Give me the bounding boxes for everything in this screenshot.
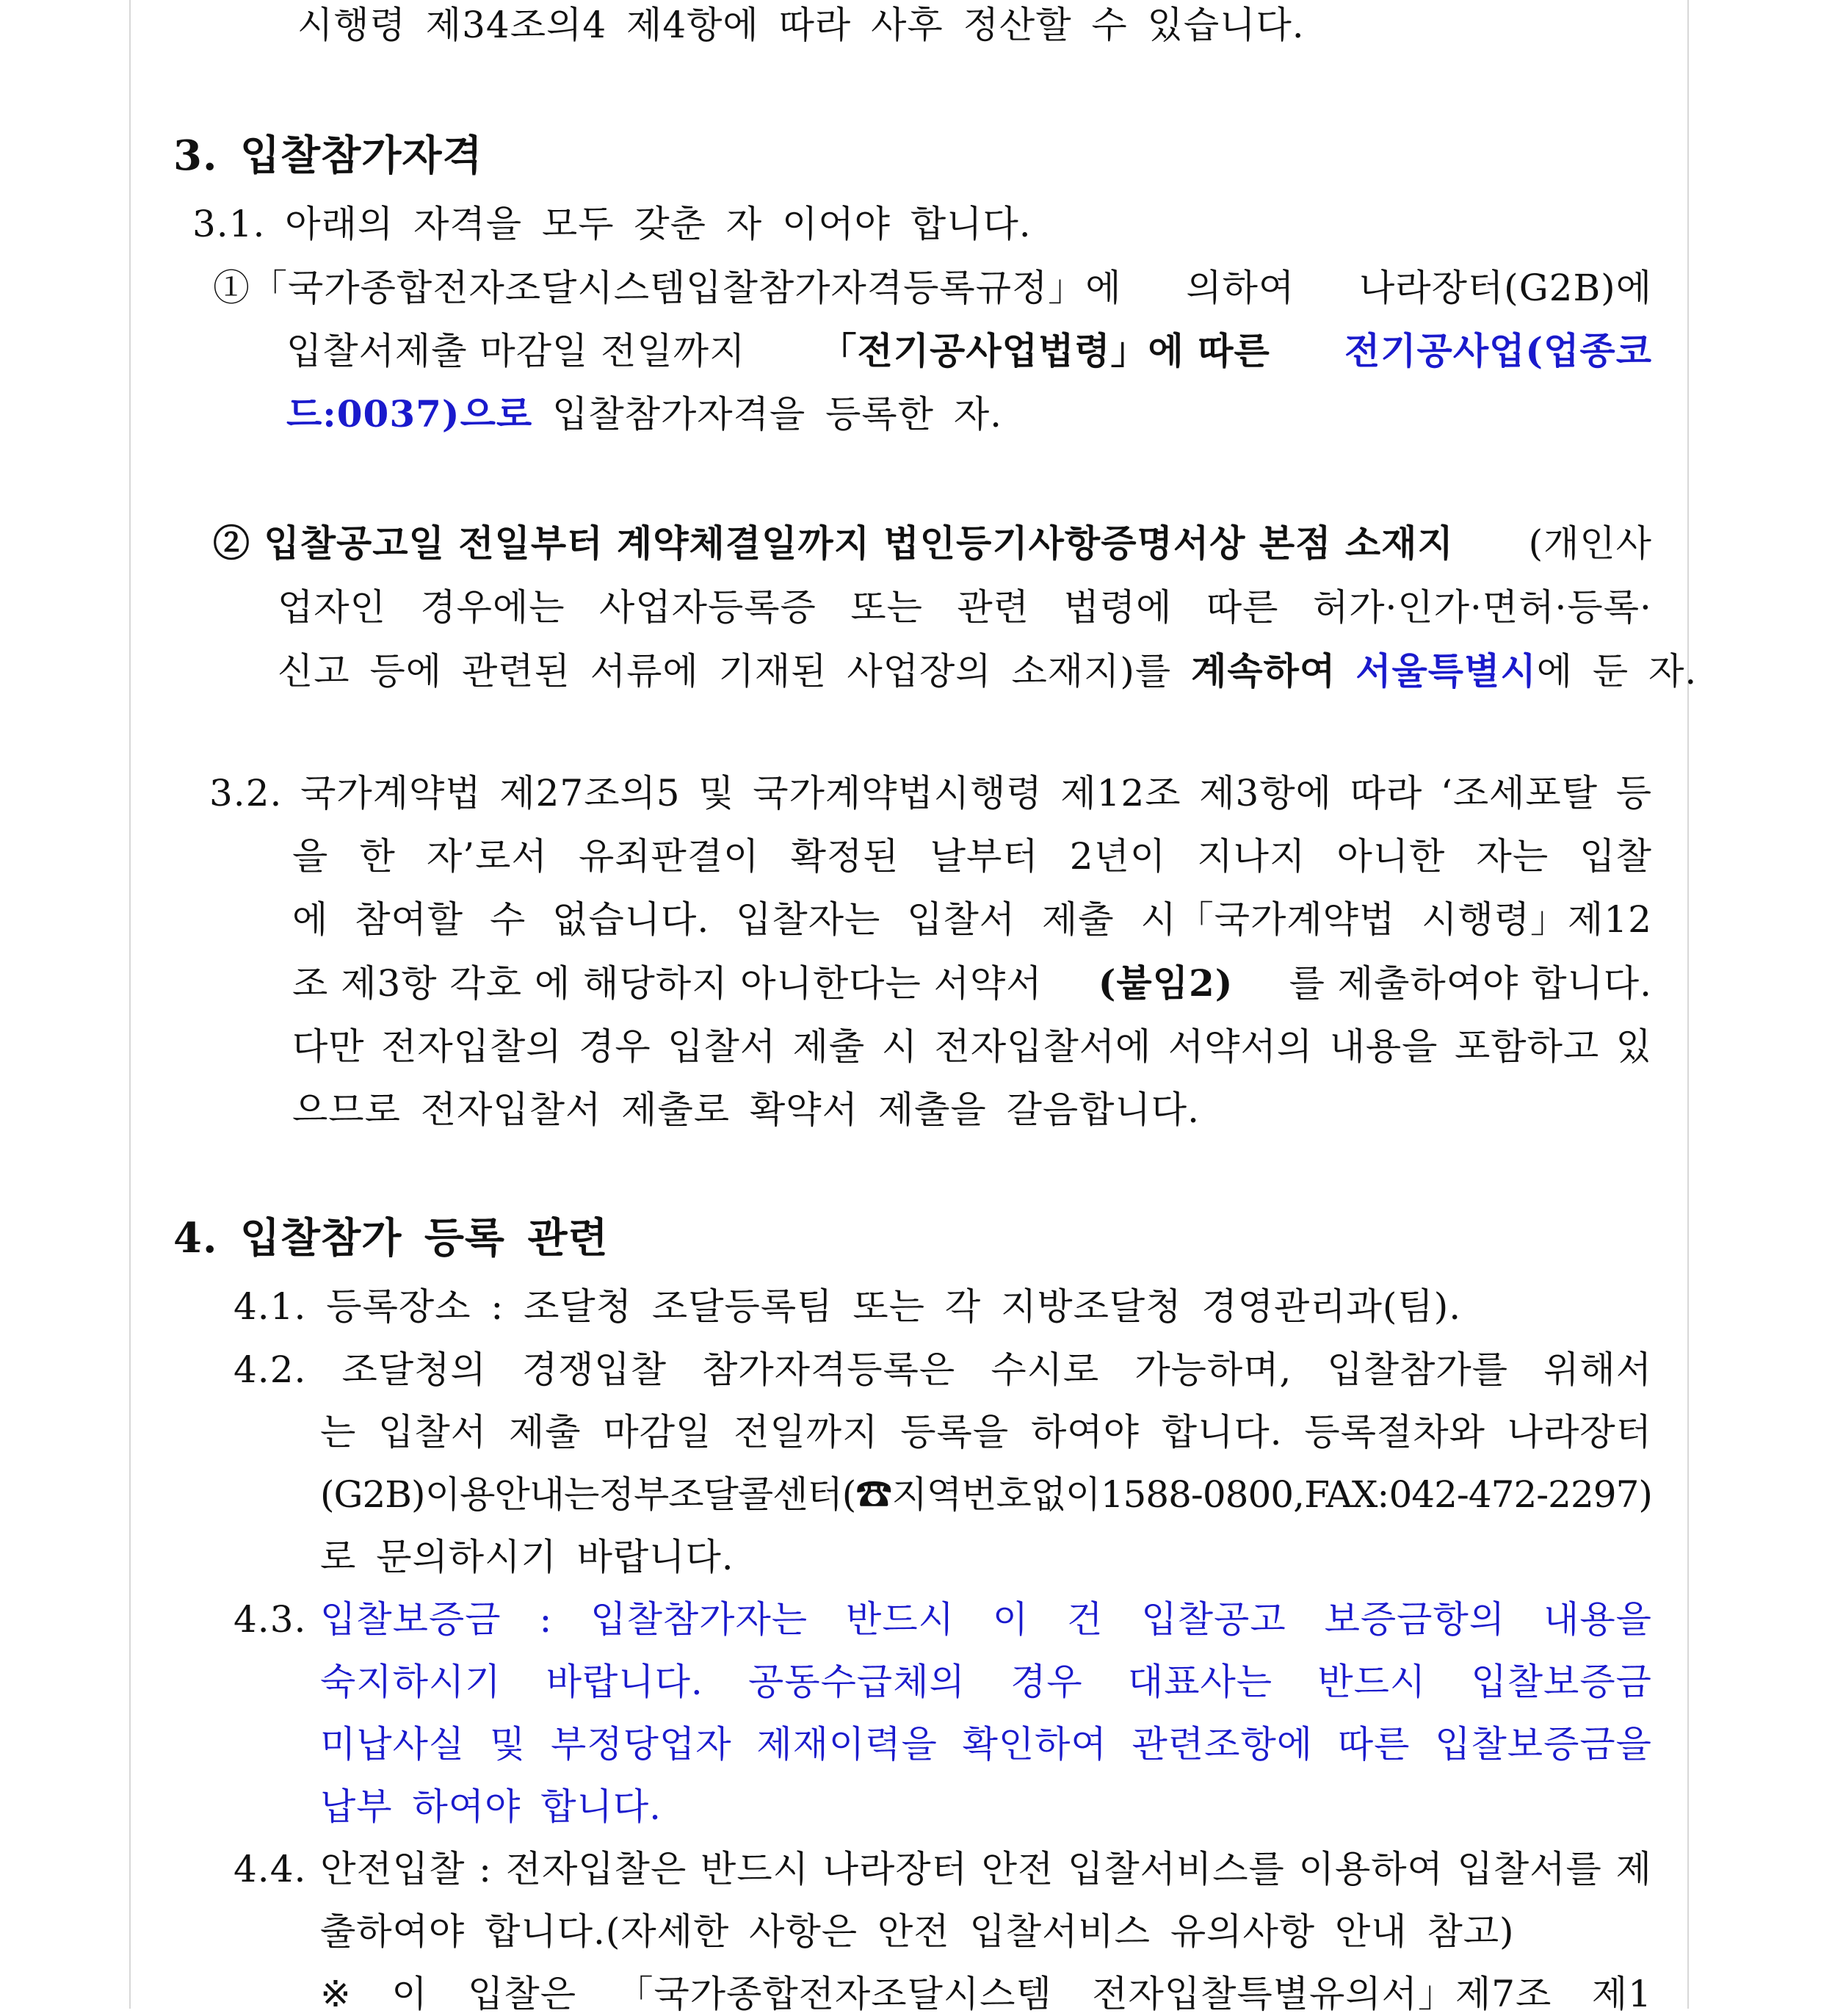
word: 이용안내는: [424, 1473, 599, 1516]
word: 위해서: [1543, 1348, 1652, 1391]
text-span: 에 둔 자.: [1536, 650, 1698, 693]
word: 바랍니다.: [546, 1661, 703, 1703]
word: 확정된: [790, 835, 899, 878]
word: 1588-0800,: [1100, 1473, 1304, 1516]
word: 자’로서: [426, 835, 548, 878]
word: 마감일: [603, 1411, 712, 1453]
clause-3-2-line-5: [292, 1025, 1652, 1069]
word: 다만: [292, 1025, 365, 1068]
word: 제1: [1591, 1973, 1652, 2015]
word: 건: [1067, 1598, 1104, 1641]
word: 042-472-2297): [1389, 1473, 1652, 1516]
word: FAX:: [1304, 1473, 1389, 1516]
word: 경우: [579, 1025, 651, 1068]
word: 제: [1615, 1848, 1652, 1890]
word: 반드시: [1317, 1661, 1427, 1703]
word: 입찰참가자는: [590, 1598, 808, 1641]
location-requirement-bold: ② 입찰공고일 전일부터 계약체결일까지 법인등기사항증명서상 본점 소재지: [213, 521, 1454, 565]
word: 경쟁입찰: [521, 1348, 667, 1391]
word: ※: [320, 1973, 352, 2015]
word: 전자입찰은: [505, 1848, 687, 1890]
word: 국가계약법시행령: [753, 772, 1043, 814]
attachment-ref-bold: (붙임2): [1098, 961, 1234, 1005]
word: 제12조: [1060, 772, 1181, 814]
item-2-line-2: [278, 585, 1652, 629]
word: 입찰보증금을: [1435, 1723, 1652, 1766]
word: 안전: [981, 1848, 1054, 1890]
clause-3-2-line-2: [292, 834, 1652, 878]
item-1-line-3: [286, 392, 1002, 436]
word: 등록절차와: [1304, 1411, 1485, 1453]
clause-3-2-line-6: 으므로 전자입찰서 제출로 확약서 제출을 갈음합니다.: [292, 1088, 1200, 1131]
word: 이: [992, 1598, 1029, 1641]
word: 따른: [1206, 586, 1279, 629]
word: 허가·인가·면허·등록·: [1312, 586, 1652, 629]
item-1-line-2: [286, 329, 1652, 373]
clause-3-2-line-3: [292, 897, 1652, 942]
word: 전자입찰특별유의서」제7조: [1092, 1973, 1552, 2015]
word: 입찰서: [667, 1025, 777, 1068]
word: 및: [489, 1723, 526, 1766]
word: 반드시: [846, 1598, 955, 1641]
word: 수: [489, 898, 526, 941]
word: 시: [881, 1025, 919, 1068]
word: 4.4.: [233, 1848, 307, 1890]
word: 있: [1615, 1025, 1652, 1068]
business-type-blue: 전기공사업(업종코: [1344, 329, 1652, 372]
word: 하여야: [1031, 1411, 1140, 1453]
word: 4.2.: [233, 1348, 307, 1391]
word: 국가계약법: [300, 772, 482, 814]
text-span: 조 제3항 각호 에 해당하지 아니한다는 서약서: [292, 962, 1043, 1005]
word: 2년이: [1069, 835, 1167, 878]
word: ‘조세포탈: [1440, 772, 1599, 814]
word: ①「국가종합전자조달시스템입찰참가자격등록규정」에: [213, 267, 1122, 309]
word: 제출: [792, 1025, 866, 1068]
word: 시행령」제12: [1422, 898, 1652, 941]
word: 반드시: [700, 1848, 809, 1890]
word: 등록을: [900, 1411, 1010, 1453]
word: 3.2.: [209, 772, 283, 814]
clause-3-1: 3.1. 아래의 자격을 모두 갖춘 자 이어야 합니다.: [192, 203, 1032, 245]
word: 나라장터: [822, 1848, 968, 1890]
item-2-line-1: [213, 521, 1652, 566]
clause-4-3-line-4: 납부 하여야 합니다.: [320, 1785, 662, 1828]
word: 이용하여: [1298, 1848, 1444, 1890]
section-heading-4: 4. 입찰참가 등록 관련: [173, 1214, 609, 1262]
word: 입찰서를: [1457, 1848, 1602, 1890]
clause-4-3-line-1: [320, 1597, 1652, 1641]
text-span: (개인사: [1528, 522, 1652, 565]
word: 서약서의: [1167, 1025, 1314, 1068]
word: 부정당업자: [551, 1723, 732, 1766]
word: 확인하여: [962, 1723, 1107, 1766]
text-span: 입찰서제출 마감일 전일까지: [286, 330, 746, 372]
word: 포함하고: [1454, 1025, 1600, 1068]
word: 공동수급체의: [748, 1661, 966, 1703]
word: 전일까지: [734, 1411, 879, 1453]
word: 지나지: [1197, 835, 1306, 878]
word: 업자인: [278, 586, 386, 629]
word: 제3항에: [1199, 772, 1332, 814]
clause-4-4-line-3: [320, 1972, 1652, 2016]
continuous-bold: 계속하여: [1191, 649, 1336, 693]
word: 경우: [1010, 1661, 1083, 1703]
word: 전자입찰의: [381, 1025, 562, 1068]
word: 정부조달콜센터(☎: [598, 1473, 892, 1516]
word: 내용을: [1329, 1025, 1438, 1068]
word: 나라장터: [1507, 1411, 1652, 1453]
word: 제출: [508, 1411, 582, 1453]
text-line: 시행령 제34조의4 제4항에 따라 사후 정산할 수 있습니다.: [297, 4, 1305, 46]
word: 없습니다.: [552, 898, 710, 941]
text-span: 입찰참가자격을 등록한 자.: [552, 393, 1003, 436]
text-span: 를 제출하여야 합니다.: [1289, 962, 1652, 1005]
word: 보증금항의: [1324, 1598, 1506, 1641]
word: :: [479, 1848, 493, 1890]
clause-3-2-line-4: [292, 961, 1652, 1005]
clause-4-2-line-4: 로 문의하시기 바랍니다.: [320, 1536, 734, 1578]
word: 제출: [1041, 898, 1115, 941]
clause-4-4-line-1: [233, 1847, 1652, 1891]
word: 의하여: [1186, 267, 1295, 309]
word: 날부터: [930, 835, 1039, 878]
word: 참여할: [355, 898, 464, 941]
word: 시「국가계약법: [1140, 898, 1396, 941]
word: 유죄판결이: [578, 835, 760, 878]
word: 입찰은: [468, 1973, 577, 2015]
clause-3-2-line-1: [209, 771, 1652, 815]
word: 입찰보증금: [1471, 1661, 1652, 1703]
word: 입찰: [1579, 835, 1652, 878]
word: 제27조의5: [499, 772, 681, 814]
clause-4-4-line-2: 출하여야 합니다.(자세한 사항은 안전 입찰서비스 유의사항 안내 참고): [320, 1910, 1515, 1953]
word: 입찰서: [907, 898, 1016, 941]
item-1-line-1: [213, 266, 1652, 310]
word: 등: [1615, 772, 1652, 814]
word: :: [539, 1598, 553, 1641]
word: 전자입찰서에: [934, 1025, 1152, 1068]
word: 또는: [850, 586, 923, 629]
word: (G2B): [320, 1473, 425, 1516]
word: 법령에: [1063, 586, 1173, 629]
word: 안전입찰: [320, 1848, 466, 1890]
word: 가능하며,: [1134, 1348, 1292, 1391]
clause-4-2-line-3: [320, 1473, 1652, 1517]
word: 관련조항에: [1132, 1723, 1314, 1766]
word: 한: [359, 835, 396, 878]
word: 숙지하시기: [320, 1661, 502, 1703]
word: 「국가종합전자조달시스템: [616, 1973, 1052, 2015]
word: 이: [391, 1973, 428, 2015]
word: 입찰공고: [1141, 1598, 1286, 1641]
word: 따른: [1337, 1723, 1411, 1766]
word: 을: [292, 835, 329, 878]
law-name-bold: 「전기공사업법령」에 따른: [819, 329, 1270, 372]
word: 대표사는: [1127, 1661, 1273, 1703]
text-span: 신고 등에 관련된 서류에 기재된 사업장의 소재지)를: [278, 650, 1172, 693]
word: 수시로: [991, 1348, 1100, 1391]
word: 입찰자는: [736, 898, 881, 941]
clause-4-1: 4.1. 등록장소 : 조달청 조달등록팀 또는 각 지방조달청 경영관리과(팀).: [233, 1285, 1462, 1328]
word: 자는: [1476, 835, 1549, 878]
word: 아니한: [1336, 835, 1446, 878]
clause-4-2-line-1: [233, 1348, 1652, 1392]
clause-4-3-line-2: [320, 1660, 1652, 1704]
section-heading-3: 3. 입찰참가자격: [173, 131, 483, 180]
word: 따라: [1350, 772, 1423, 814]
word: 조달청의: [341, 1348, 487, 1391]
word: 경우에는: [420, 586, 565, 629]
word: 참가자격등록은: [702, 1348, 956, 1391]
word: 입찰서비스를: [1068, 1848, 1285, 1890]
word: 나라장터(G2B)에: [1358, 267, 1652, 309]
word: 입찰보증금: [320, 1598, 502, 1641]
word: 및: [698, 772, 735, 814]
clause-4-3-line-3: [320, 1722, 1652, 1766]
clause-4-3-number: 4.3.: [233, 1598, 307, 1641]
word: 입찰참가를: [1327, 1348, 1508, 1391]
word: 미납사실: [320, 1723, 466, 1766]
word: 합니다.: [1161, 1411, 1283, 1453]
word: 내용을: [1543, 1598, 1652, 1641]
item-2-line-3: [278, 649, 1697, 693]
word: 는: [320, 1411, 357, 1453]
word: 사업자등록증: [599, 586, 817, 629]
word: 에: [292, 898, 329, 941]
business-code-blue: 드:0037)으로: [286, 392, 533, 436]
word: 관련: [957, 586, 1030, 629]
word: 입찰서: [378, 1411, 488, 1453]
word: 제재이력을: [756, 1723, 938, 1766]
word: 지역번호없이: [891, 1473, 1101, 1516]
city-name-blue: 서울특별시: [1355, 649, 1537, 693]
clause-4-2-line-2: [320, 1410, 1652, 1454]
